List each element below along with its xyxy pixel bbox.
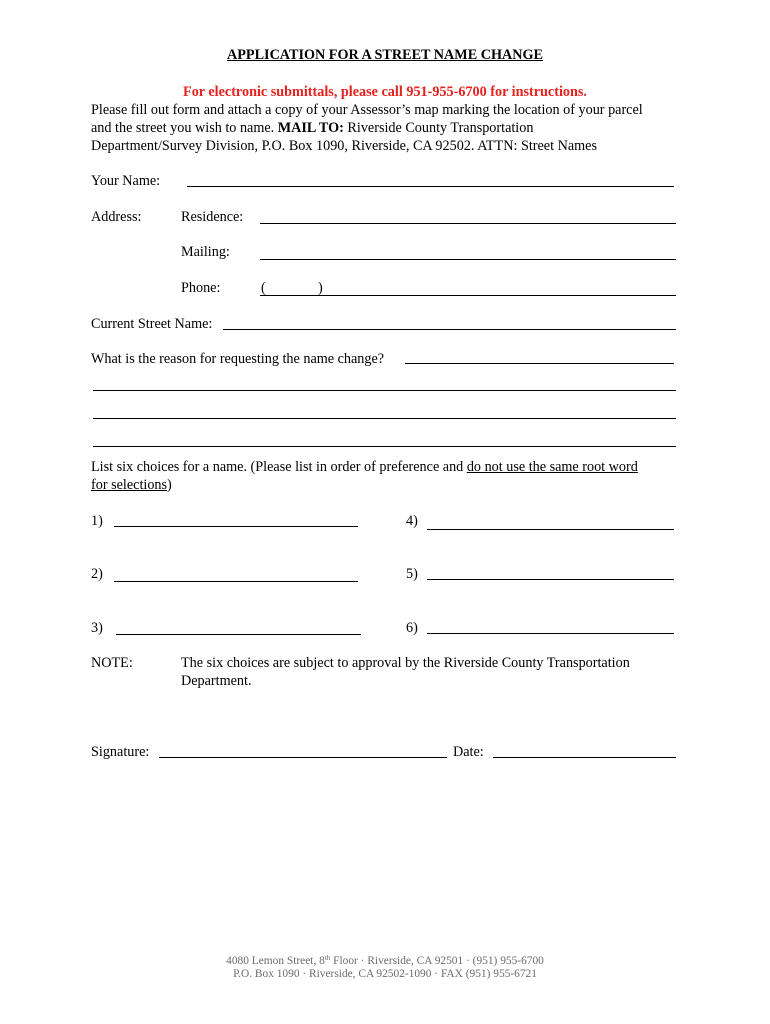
form-title: APPLICATION FOR A STREET NAME CHANGE (227, 47, 543, 63)
reason-field-line-3[interactable] (93, 418, 676, 419)
instructions-line-2: and the street you wish to name. MAIL TO: Riverside County Transportation (91, 120, 534, 136)
choice-4-label: 4) (406, 513, 418, 529)
footer-address-line-1: 4080 Lemon Street, 8th Floor · Riverside, CA 92501 · (951) 955-6700 (226, 954, 544, 967)
reason-field-line-1[interactable] (405, 363, 674, 364)
your-name-field[interactable] (187, 186, 674, 187)
your-name-label: Your Name: (91, 173, 161, 189)
instructions-line-1: Please fill out form and attach a copy of your Assessor’s map marking the location of your parcel (91, 102, 643, 118)
instructions-line-3: Department/Survey Division, P.O. Box 1090, Riverside, CA 92502. ATTN: Street Names (91, 138, 597, 154)
choice-3-label: 3) (91, 620, 103, 636)
date-field[interactable] (493, 757, 676, 758)
choice-2-label: 2) (91, 566, 103, 582)
phone-field[interactable] (260, 295, 676, 296)
address-label: Address: (91, 209, 142, 225)
choice-2-field[interactable] (114, 581, 358, 582)
choice-1-field[interactable] (114, 526, 358, 527)
footer-address-line-2: P.O. Box 1090 · Riverside, CA 92502-1090 · FAX (951) 955-6721 (233, 968, 537, 980)
mail-to-label: MAIL TO: (277, 120, 344, 136)
electronic-submittal-note: For electronic submittals, please call 951-955-6700 for instructions. (183, 84, 587, 100)
residence-field[interactable] (260, 223, 676, 224)
phone-label: Phone: (181, 280, 221, 296)
choice-5-label: 5) (406, 566, 418, 582)
note-text-line-1: The six choices are subject to approval by the Riverside County Transportation (181, 655, 630, 671)
residence-label: Residence: (181, 209, 244, 225)
signature-label: Signature: (91, 744, 150, 760)
choice-6-label: 6) (406, 620, 418, 636)
mailing-field[interactable] (260, 259, 676, 260)
signature-field[interactable] (159, 757, 447, 758)
instructions-paragraph (91, 101, 643, 155)
current-street-field[interactable] (223, 329, 676, 330)
choice-6-field[interactable] (427, 633, 674, 634)
choice-3-field[interactable] (116, 634, 361, 635)
choices-instruction-line-1: List six choices for a name. (Please list in order of preference and do not use the same root word (91, 459, 638, 475)
mailing-label: Mailing: (181, 244, 230, 260)
current-street-label: Current Street Name: (91, 316, 213, 332)
choices-instruction-line-2: for selections) (91, 477, 172, 493)
phone-close-paren: ) (318, 280, 323, 296)
choice-1-label: 1) (91, 513, 103, 529)
choice-5-field[interactable] (427, 579, 674, 580)
reason-field-line-4[interactable] (93, 446, 676, 447)
phone-open-paren: ( (261, 280, 266, 296)
reason-field-line-2[interactable] (93, 390, 676, 391)
note-text-line-2: Department. (181, 673, 252, 689)
note-label: NOTE: (91, 655, 133, 671)
reason-label: What is the reason for requesting the name change? (91, 351, 385, 367)
date-label: Date: (453, 744, 484, 760)
choice-4-field[interactable] (427, 529, 674, 530)
